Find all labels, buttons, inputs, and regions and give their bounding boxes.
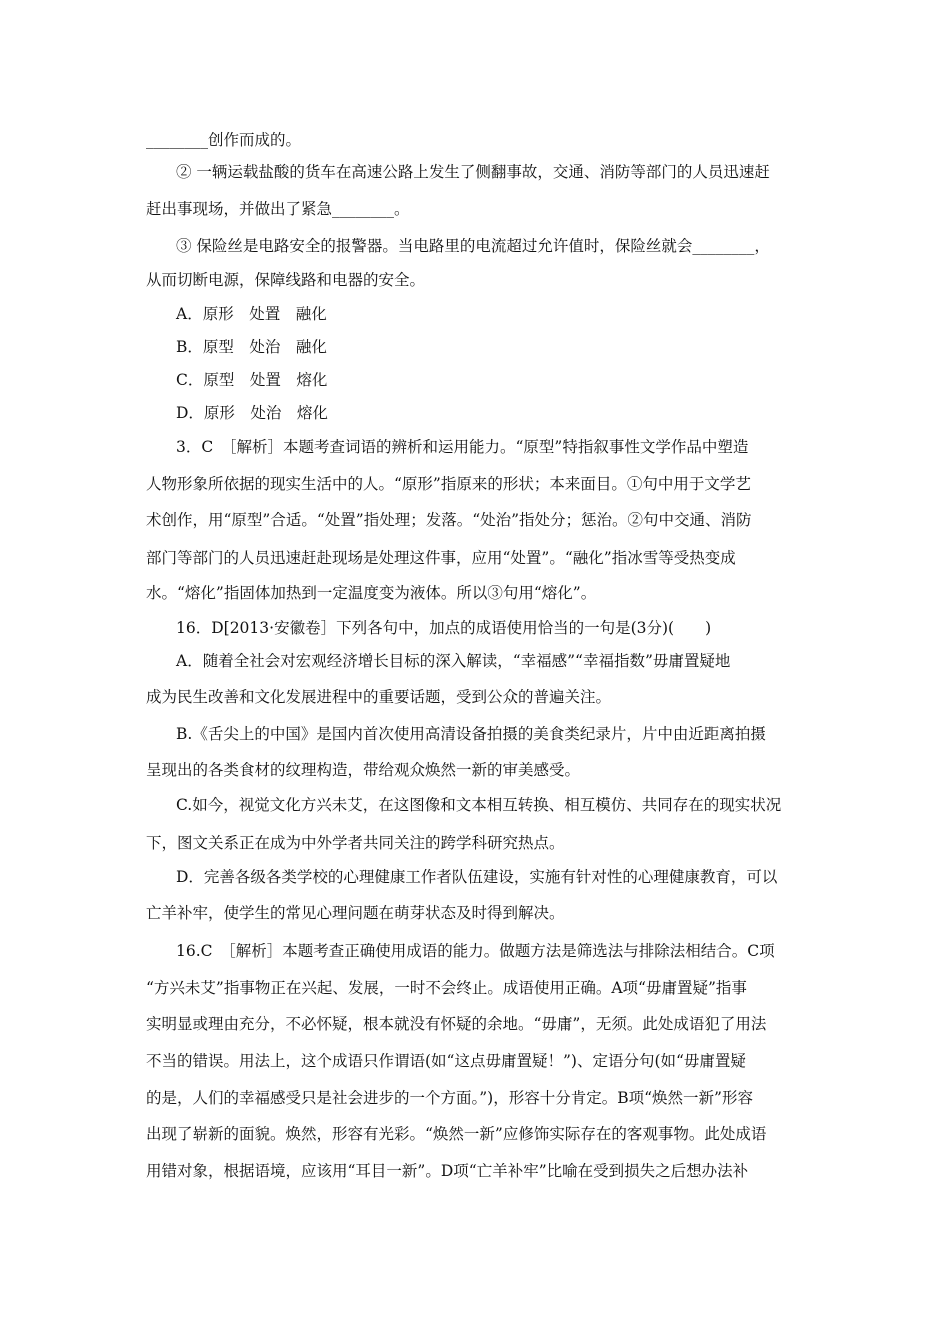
text-line: “方兴未艾”指事物正在兴起、发展，一时不会终止。成语使用正确。A项“毋庸置疑”指事 <box>146 979 747 997</box>
option-b: B．原型 处治 融化 <box>176 338 327 356</box>
text-line: 从而切断电源，保障线路和电器的安全。 <box>146 271 426 289</box>
answer-line: 3．C ［解析］本题考查词语的辨析和运用能力。“原型”特指叙事性文学作品中塑造 <box>176 438 749 456</box>
text-line: ________创作而成的。 <box>146 131 302 149</box>
text-line: 下，图文关系正在成为中外学者共同关注的跨学科研究热点。 <box>146 834 565 852</box>
text-line: 呈现出的各类食材的纹理构造，带给观众焕然一新的审美感受。 <box>146 761 581 779</box>
option-b: B.《舌尖上的中国》是国内首次使用高清设备拍摄的美食类纪录片，片中由近距离拍摄 <box>176 725 766 743</box>
text-line: 成为民生改善和文化发展进程中的重要话题，受到公众的普遍关注。 <box>146 688 612 706</box>
text-line: 部门等部门的人员迅速赶赴现场是处理这件事，应用“处置”。“融化”指冰雪等受热变成 <box>146 549 736 567</box>
text-line: 亡羊补牢，使学生的常见心理问题在萌芽状态及时得到解决。 <box>146 904 565 922</box>
text-line: 实明显或理由充分，不必怀疑，根本就没有怀疑的余地。“毋庸”，无须。此处成语犯了用法 <box>146 1015 767 1033</box>
text-line: 用错对象，根据语境，应该用“耳目一新”。D项“亡羊补牢”比喻在受到损失之后想办法补 <box>146 1162 749 1180</box>
option-c: C．原型 处置 熔化 <box>176 371 328 389</box>
text-line: 不当的错误。用法上，这个成语只作谓语(如“这点毋庸置疑！”)、定语分句(如“毋庸置疑 <box>146 1052 746 1070</box>
text-line: 术创作，用“原型”合适。“处置”指处理；发落。“处治”指处分；惩治。②句中交通、消防 <box>146 511 752 529</box>
option-c: C.如今，视觉文化方兴未艾，在这图像和文本相互转换、相互模仿、共同存在的现实状况 <box>176 796 782 814</box>
answer-line: 16.C ［解析］本题考查正确使用成语的能力。做题方法是筛选法与排除法相结合。C项 <box>176 942 775 960</box>
option-d: D．原形 处治 熔化 <box>176 404 328 422</box>
option-a: A．随着全社会对宏观经济增长目标的深入解读，“幸福感”“幸福指数”毋庸置疑地 <box>176 652 731 670</box>
text-line: ② 一辆运载盐酸的货车在高速公路上发生了侧翻事故，交通、消防等部门的人员迅速赶 <box>176 163 770 181</box>
text-line: 人物形象所依据的现实生活中的人。“原形”指原来的形状；本来面目。①句中用于文学艺 <box>146 475 751 493</box>
option-d: D．完善各级各类学校的心理健康工作者队伍建设，实施有针对性的心理健康教育，可以 <box>176 868 778 886</box>
text-line: 出现了崭新的面貌。焕然，形容有光彩。“焕然一新”应修饰实际存在的客观事物。此处成语 <box>146 1125 767 1143</box>
question-line: 16．D[2013·安徽卷］下列各句中，加点的成语使用恰当的一句是(3分)( ) <box>176 619 712 637</box>
text-line: ③ 保险丝是电路安全的报警器。当电路里的电流超过允许值时，保险丝就会________， <box>176 237 770 255</box>
text-line: 水。“熔化”指固体加热到一定温度变为液体。所以③句用“熔化”。 <box>146 584 597 602</box>
option-a: A．原形 处置 融化 <box>176 305 327 323</box>
text-line: 赶出事现场，并做出了紧急________。 <box>146 200 410 218</box>
text-line: 的是，人们的幸福感受只是社会进步的一个方面。”)，形容十分肯定。B项“焕然一新”形容 <box>146 1089 753 1107</box>
